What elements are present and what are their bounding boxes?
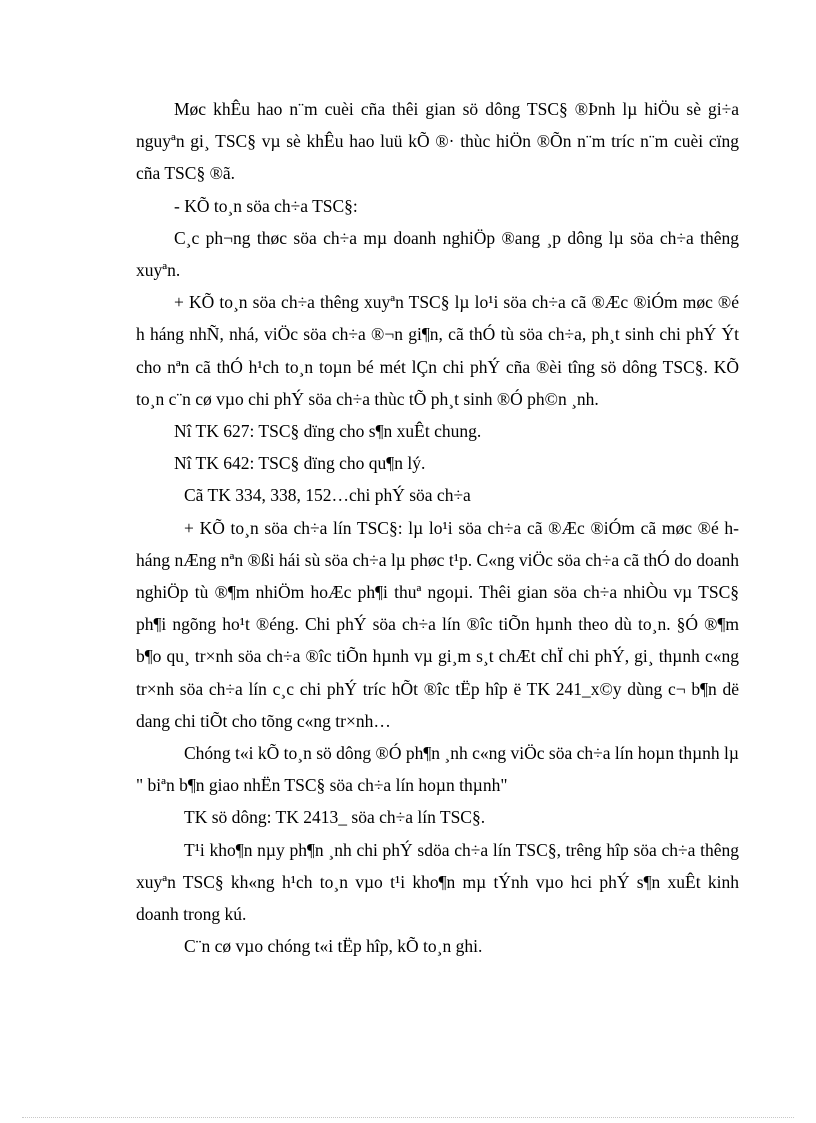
page-bottom-rule: [22, 1117, 794, 1118]
entry-debit-642: Nî TK 642: TSC§ dïng cho qu¶n lý.: [174, 453, 426, 474]
paragraph-regular-repair: + KÕ to¸n söa ch÷a thêng xuyªn TSC§ lµ lo¹i söa ch÷a cã ®Æc ®iÓm møc ®é h háng nhÑ, nhá, viÖc söa ch÷a ®¬n gi¶n, cã thÓ tù söa ch÷a, ph¸t sinh chi phÝ Ýt cho nªn cã thÓ h¹ch to¸n toµn bé mét lÇn chi phÝ cña ®èi tîng sö dông TSC§. KÕ to¸n c¨n cø vµo chi phÝ söa ch÷a thùc tÕ ph¸t sinh ®Ó ph©n ¸nh.: [136, 292, 739, 409]
paragraph-account-description: T¹i kho¶n nµy ph¶n ¸nh chi phÝ sdöa ch÷a lín TSC§, trêng hîp söa ch÷a thêng xuyªn TSC§ kh«ng h¹ch to¸n vµo t¹i kho¶n mµ tÝnh vµo hci phÝ s¶n xuÊt kinh doanh trong kú.: [136, 839, 739, 925]
paragraph-major-repair: + KÕ to¸n söa ch÷a lín TSC§: lµ lo¹i söa ch÷a cã ®Æc ®iÓm cã møc ®é h háng nÆng nªn ®ßi hái sù söa ch÷a lµ phøc t¹p. C«ng viÖc söa ch÷a cã thÓ do doanh nghiÖp tù ®¶m nhiÖm hoÆc ph¶i thuª ngoµi. Thêi gian söa ch÷a nhiÒu vµ TSC§ ph¶i ngõng ho¹t ®éng. Chi phÝ söa ch÷a lín ®îc tiÕn hµnh theo dù to¸n. §Ó ®¶m b¶o qu¸ tr×nh söa ch÷a ®îc tiÕn hµnh vµ gi¸m s¸t chÆt chÏ chi phÝ, gi¸ thµnh c«ng tr×nh söa ch÷a lín c¸c chi phÝ tríc hÕt ®îc tËp hîp ë TK 241_x©y dùng c¬ b¶n dë dang chi tiÕt cho tõng c«ng tr×nh…: [136, 517, 739, 731]
paragraph-depreciation-final-year: Møc khÊu hao n¨m cuèi cña thêi gian sö dông TSC§ ®Þnh lµ hiÖu sè gi÷a nguyªn gi¸ TSC§ vµ sè khÊu hao luü kÕ ®· thùc hiÖn ®Õn n¨m tríc n¨m cuèi cïng cña TSC§ ®ã.: [136, 99, 739, 184]
entry-debit-627: Nî TK 627: TSC§ dïng cho s¶n xuÊt chung.: [174, 421, 482, 442]
entry-credit-334-338-152: Cã TK 334, 338, 152…chi phÝ söa ch÷a: [184, 485, 471, 506]
paragraph-account-2413: TK sö dông: TK 2413_ söa ch÷a lín TSC§.: [184, 807, 486, 828]
paragraph-repair-methods: C¸c ph¬ng thøc söa ch÷a mµ doanh nghiÖp ®ang ¸p dông lµ söa ch÷a thêng xuyªn.: [136, 227, 739, 281]
paragraph-handover-record: Chóng t«i kÕ to¸n sö dông ®Ó ph¶n ¸nh c«ng viÖc söa ch÷a lín hoµn thµnh lµ " biªn b¶n giao nhËn TSC§ söa ch÷a lín hoµn thµnh": [136, 743, 739, 796]
paragraph-closing-entry: C¨n cø vµo chóng t«i tËp hîp, kÕ to¸n ghi.: [184, 936, 483, 957]
heading-asset-repair-accounting: - KÕ to¸n söa ch÷a TSC§:: [174, 195, 358, 216]
document-body: [136, 93, 739, 962]
